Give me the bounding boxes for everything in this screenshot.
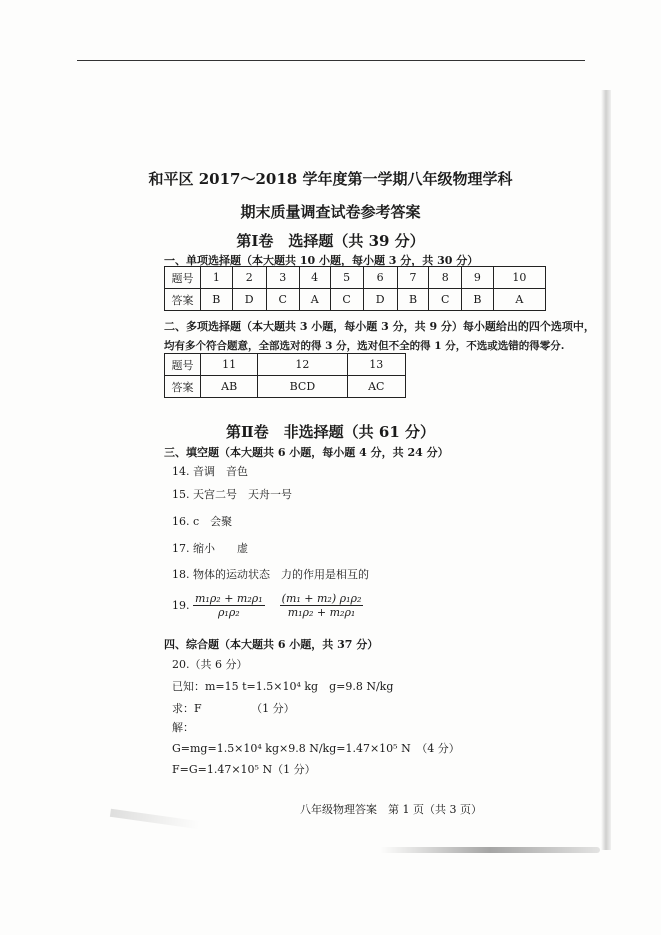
table-row	[165, 267, 546, 289]
answer-line: 14. 音调 音色	[172, 465, 248, 478]
question-number: 4	[299, 267, 330, 289]
answer-cell: C	[266, 289, 299, 311]
question-number: 10	[493, 267, 545, 289]
answer-cell: BCD	[258, 376, 347, 398]
q20-step2: F=G=1.47×10⁵ N（1 分）	[172, 763, 316, 776]
question-number: 6	[363, 267, 397, 289]
answer-cell: AB	[201, 376, 258, 398]
exam-subtitle: 期末质量调查试卷参考答案	[240, 203, 421, 221]
row-label: 题号	[165, 354, 201, 376]
multi-choice-answer-table	[164, 353, 406, 398]
fraction-numerator: (m₁ + m₂) ρ₁ρ₂	[281, 592, 362, 605]
question-number: 3	[266, 267, 299, 289]
question-number: 8	[429, 267, 462, 289]
scan-smudge	[380, 847, 600, 853]
q19-answer	[172, 592, 363, 619]
row-label: 题号	[165, 267, 201, 289]
part1-title: 第Ⅰ卷 选择题（共 39 分）	[236, 232, 425, 250]
fraction-numerator: m₁ρ₂ + m₂ρ₁	[195, 592, 263, 605]
part2-title: 第Ⅱ卷 非选择题（共 61 分）	[226, 423, 435, 441]
answer-line: 17. 缩小 虚	[172, 542, 248, 555]
answer-cell: D	[232, 289, 266, 311]
answer-cell: D	[363, 289, 397, 311]
question-number: 11	[201, 354, 258, 376]
question-number: 7	[397, 267, 429, 289]
section4-heading: 四、综合题（本大题共 6 小题，共 37 分）	[164, 638, 379, 651]
row-label: 答案	[165, 376, 201, 398]
answer-cell: C	[429, 289, 462, 311]
section2-heading-cont: 均有多个符合题意，全部选对的得 3 分，选对但不全的得 1 分，不选或选错的得零分.	[164, 340, 565, 352]
section3-heading: 三、填空题（本大题共 6 小题，每小题 4 分，共 24 分）	[164, 446, 449, 459]
q20-step1: G=mg=1.5×10⁴ kg×9.8 N/kg=1.47×10⁵ N （4 分）	[172, 742, 460, 755]
table-row	[165, 376, 406, 398]
answer-line: 18. 物体的运动状态 力的作用是相互的	[172, 568, 369, 581]
question-number: 13	[347, 354, 405, 376]
fraction	[280, 592, 364, 619]
fraction-denominator: m₁ρ₂ + m₂ρ₁	[287, 606, 356, 619]
fraction	[193, 592, 265, 619]
answer-cell: AC	[347, 376, 405, 398]
q20-solve: 解：	[172, 721, 194, 734]
answer-line: 16. c 会聚	[172, 515, 233, 528]
row-label: 答案	[165, 289, 201, 311]
answer-cell: A	[299, 289, 330, 311]
answer-cell: B	[462, 289, 494, 311]
question-number: 2	[232, 267, 266, 289]
answer-line: 15. 天宫二号 天舟一号	[172, 488, 292, 501]
section1-heading: 一、单项选择题（本大题共 10 小题，每小题 3 分，共 30 分）	[164, 254, 479, 267]
answer-cell: C	[330, 289, 363, 311]
single-choice-answer-table	[164, 266, 546, 311]
scan-smudge	[110, 809, 200, 829]
q20-find: 求：F （1 分）	[172, 702, 295, 715]
question-number: 5	[330, 267, 363, 289]
top-rule	[77, 60, 585, 61]
answer-cell: B	[397, 289, 429, 311]
q20-label: 20.（共 6 分）	[172, 658, 248, 671]
table-row	[165, 289, 546, 311]
q20-given: 已知：m=15 t=1.5×10⁴ kg g=9.8 N/kg	[172, 680, 394, 693]
answer-cell: A	[493, 289, 545, 311]
question-number: 1	[201, 267, 233, 289]
section2-heading: 二、多项选择题（本大题共 3 小题，每小题 3 分，共 9 分）每小题给出的四个选项中，	[164, 320, 595, 333]
q19-label: 19.	[172, 599, 190, 612]
answer-cell: B	[201, 289, 233, 311]
exam-title: 和平区 2017～2018 学年度第一学期八年级物理学科	[148, 170, 513, 188]
fraction-denominator: ρ₁ρ₂	[217, 606, 240, 619]
question-number: 12	[258, 354, 347, 376]
question-number: 9	[462, 267, 494, 289]
page-footer: 八年级物理答案 第 1 页（共 3 页）	[300, 803, 482, 816]
table-row	[165, 354, 406, 376]
